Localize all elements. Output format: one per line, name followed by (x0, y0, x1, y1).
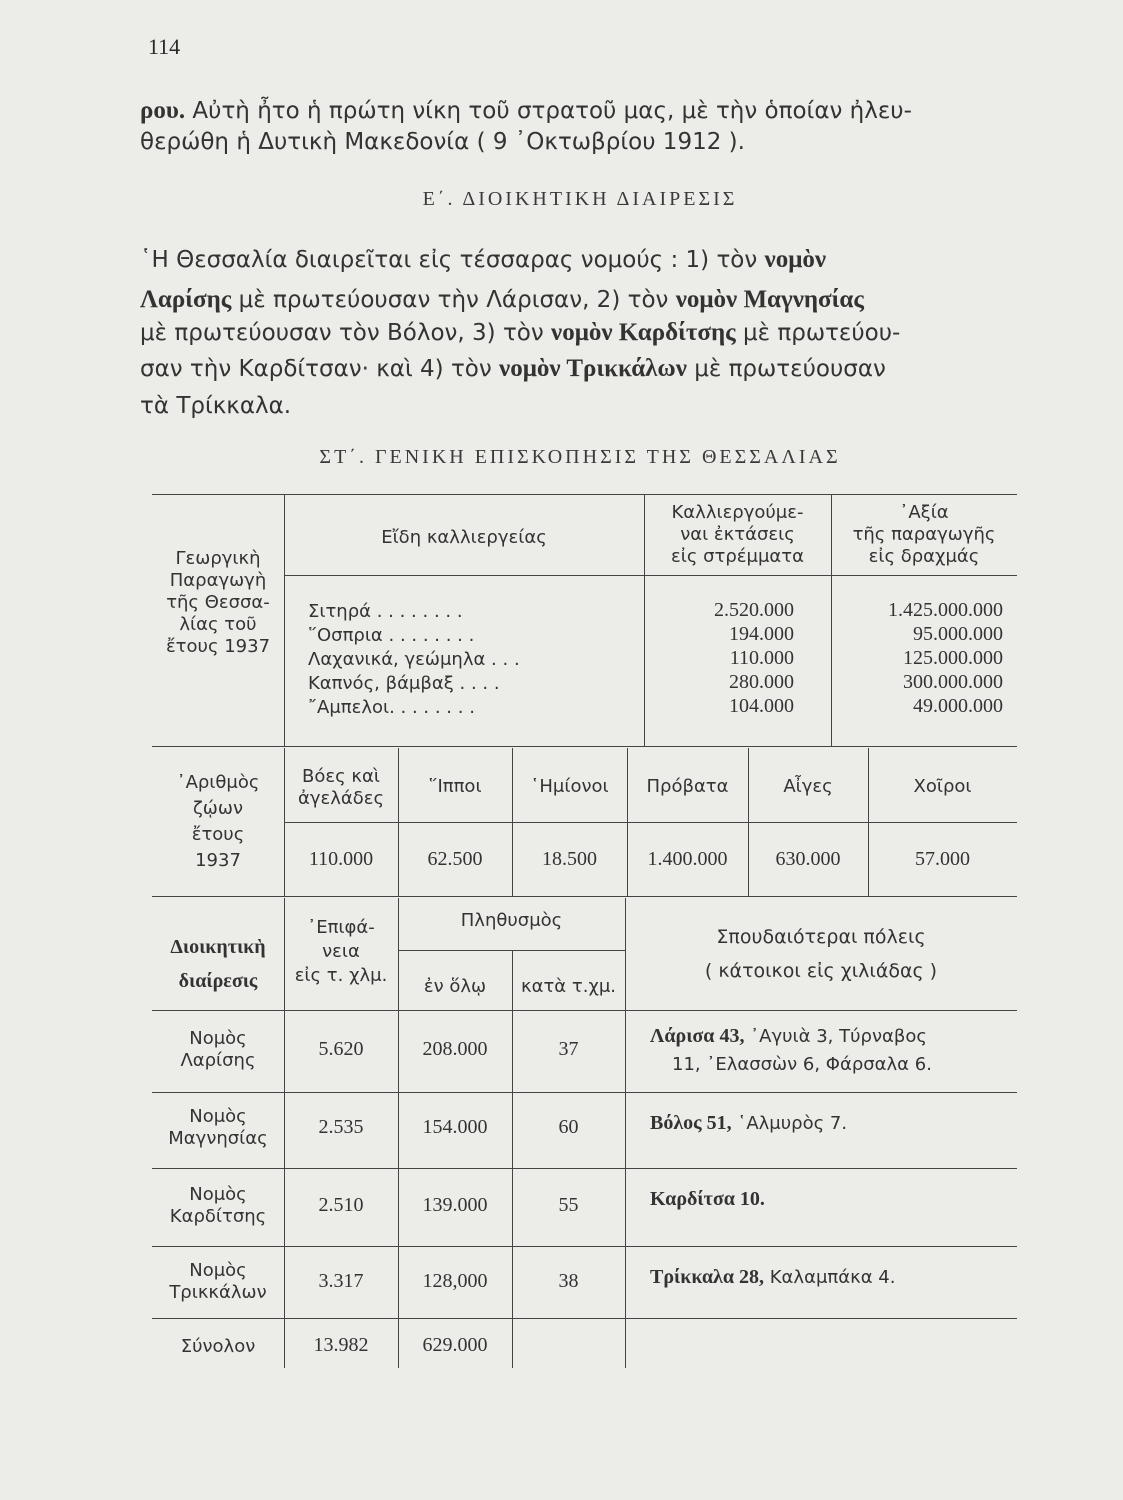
header-line: ᾿Επιφά- (307, 917, 375, 938)
text: μὲ πρωτεύουσαν τὸν Βόλον, 3) τὸν (140, 320, 552, 346)
animals-col-cattle (284, 766, 398, 810)
header-line: εἰς στρέμματα (671, 546, 804, 567)
rule (152, 746, 1017, 747)
page-number: 114 (148, 34, 181, 59)
label-line: Παραγωγὴ (169, 570, 267, 591)
admin-row-cities (650, 1022, 1010, 1079)
crop-name: Σιτηρά . . . . . . . . (308, 601, 463, 622)
header-line: Βόες καὶ (302, 766, 380, 787)
header-line: διαίρεσις (178, 970, 258, 992)
animals-mules-value: 18.500 (542, 848, 597, 870)
bold-text: νομὸν Μαγνησίας (675, 286, 864, 313)
section-e-line-1 (140, 245, 1020, 275)
name-line: Μαγνησίας (168, 1128, 268, 1149)
admin-row-area: 2.510 (318, 1194, 364, 1216)
rule (152, 494, 1017, 495)
intro-bold: ρου. (140, 97, 186, 124)
label-line: ζῴων (193, 798, 243, 819)
intro-line-1 (140, 96, 1020, 126)
admin-col-cities (625, 920, 1017, 988)
other-cities: ῾Αλμυρὸς 7. (731, 1113, 848, 1134)
admin-row-name (152, 1028, 284, 1072)
label-line: λίας τοῦ (179, 614, 257, 635)
agri-crop-list (308, 600, 638, 720)
header-line: Διοικητικὴ (170, 936, 266, 958)
section-e-title: Ε΄. ΔΙΟΙΚΗΤΙΚΗ ΔΙΑΙΡΕΣΙΣ (422, 188, 738, 210)
header-line: τῆς παραγωγῆς (852, 524, 996, 545)
text: μὲ πρωτεύου- (735, 320, 901, 346)
admin-row-cities (650, 1266, 1010, 1289)
other-cities: Καλαμπάκα 4. (764, 1267, 896, 1288)
animals-pigs-value: 57.000 (915, 848, 970, 870)
rule (284, 575, 1017, 576)
text: μὲ πρωτεύουσαν τὴν Λάρισαν, 2) τὸν (231, 287, 676, 313)
area-value: 194.000 (729, 623, 794, 645)
animals-col-pigs: Χοῖροι (913, 776, 972, 797)
bold-text: νομὸν Καρδίτσης (551, 319, 736, 346)
production-value: 300.000.000 (903, 671, 1003, 693)
animals-sheep-value: 1.400.000 (647, 848, 728, 870)
agri-area-list (644, 598, 794, 718)
admin-row-cities (650, 1188, 1010, 1211)
admin-row-density: 55 (558, 1194, 579, 1216)
label-line: τῆς Θεσσα- (166, 592, 270, 613)
bold-text: νομὸν Τρικκάλων (499, 355, 687, 382)
label-line: ἔτους 1937 (165, 636, 271, 657)
header-line: ( κάτοικοι εἰς χιλιάδας ) (704, 960, 938, 982)
agri-col-crops: Εἴδη καλλιεργείας (381, 527, 547, 548)
name-line: Νομὸς (189, 1028, 247, 1049)
name-line: Νομὸς (189, 1184, 247, 1205)
other-cities: ᾿Αγυιὰ 3, Τύρναβος (744, 1026, 927, 1047)
text: ῾Η Θεσσαλία διαιρεῖται εἰς τέσσαρας νομούς : 1) τὸν (140, 247, 765, 273)
rule (152, 1246, 1017, 1247)
header-line: Σπουδαιότεραι πόλεις (716, 926, 926, 948)
rule (152, 896, 1017, 897)
admin-corner-header (152, 930, 284, 998)
admin-row-density: 60 (558, 1116, 579, 1138)
header-line: ναι ἐκτάσεις (680, 524, 795, 545)
rule (152, 1092, 1017, 1093)
name-line: Νομὸς (189, 1106, 247, 1127)
area-value: 280.000 (729, 671, 794, 693)
admin-total-pop: 629.000 (422, 1334, 488, 1356)
production-value: 95.000.000 (913, 623, 1003, 645)
rule (512, 950, 513, 1368)
intro-text: Αὐτὴ ἦτο ἡ πρώτη νίκη τοῦ στρατοῦ μας, μὲ τὴν ὁποίαν ἠλευ- (185, 98, 912, 124)
admin-total-label: Σύνολον (180, 1336, 256, 1357)
name-line: Καρδίτσης (169, 1206, 267, 1227)
agri-col-value (831, 502, 1017, 568)
text: σαν τὴν Καρδίτσαν· καὶ 4) τὸν (140, 356, 500, 382)
header-line: Καλλιεργούμε- (671, 502, 804, 523)
capital-city: Καρδίτσα 10. (650, 1188, 765, 1210)
admin-row-name (152, 1260, 284, 1304)
header-line: ἀγελάδες (297, 788, 385, 809)
crop-name: ῞Οσπρια . . . . . . . . (308, 625, 475, 646)
section-e-line-4 (140, 354, 1020, 384)
label-line: ᾿Αριθμὸς (176, 772, 260, 793)
rule (284, 822, 1017, 823)
label-line: Γεωργικὴ (175, 548, 261, 569)
crop-name: Καπνός, βάμβαξ . . . . (308, 673, 500, 694)
admin-col-pop-total: ἐν ὅλῳ (423, 976, 487, 997)
section-e-line-3 (140, 318, 1020, 348)
animals-goats-value: 630.000 (775, 848, 841, 870)
admin-total-area: 13.982 (313, 1334, 369, 1356)
capital-city: Λάρισα 43, (650, 1025, 745, 1047)
admin-row-density: 38 (558, 1270, 579, 1292)
agri-value-list (831, 598, 1003, 718)
capital-city: Τρίκκαλα 28, (650, 1266, 765, 1288)
admin-row-pop: 154.000 (422, 1116, 488, 1138)
admin-row-area: 5.620 (318, 1038, 364, 1060)
header-line: εἰς τ. χλμ. (294, 965, 388, 986)
label-line: ἔτους (191, 824, 245, 845)
area-value: 110.000 (729, 647, 794, 669)
agri-row-label (152, 548, 284, 658)
bold-text: νομὸν (764, 246, 827, 273)
rule (152, 1168, 1017, 1169)
other-cities: 11, ᾿Ελασσὼν 6, Φάρσαλα 6. (672, 1054, 932, 1075)
admin-row-density: 37 (558, 1038, 579, 1060)
admin-row-area: 3.317 (318, 1270, 364, 1292)
name-line: Τρικκάλων (169, 1282, 267, 1303)
animals-row-label (152, 770, 284, 874)
admin-col-population: Πληθυσμὸς (460, 910, 563, 931)
animals-col-goats: Αἶγες (783, 776, 833, 797)
intro-line-2: θερώθη ἡ Δυτικὴ Μακεδονία ( 9 ᾿Οκτωβρίου 1912 ). (140, 129, 745, 155)
name-line: Λαρίσης (180, 1050, 256, 1071)
area-value: 2.520.000 (714, 599, 794, 621)
rule (152, 1318, 1017, 1319)
header-line: εἰς δραχμάς (868, 546, 980, 567)
admin-row-cities (650, 1112, 1010, 1135)
capital-city: Βόλος 51, (650, 1112, 732, 1134)
animals-horses-value: 62.500 (427, 848, 483, 870)
agri-col-area (644, 502, 831, 568)
area-value: 104.000 (729, 695, 794, 717)
header-line: νεια (322, 941, 360, 962)
production-value: 125.000.000 (903, 647, 1003, 669)
rule (152, 1010, 1017, 1011)
production-value: 49.000.000 (913, 695, 1003, 717)
rule (398, 950, 625, 951)
admin-col-area (284, 916, 398, 988)
animals-col-horses: ῞Ιπποι (428, 776, 482, 797)
animals-col-mules: ῾Ημίονοι (530, 776, 609, 797)
admin-row-area: 2.535 (318, 1116, 364, 1138)
animals-cattle-value: 110.000 (308, 848, 374, 870)
admin-row-name (152, 1106, 284, 1150)
section-e-line-2 (140, 285, 1020, 315)
production-value: 1.425.000.000 (888, 599, 1003, 621)
text: μὲ πρωτεύουσαν (686, 356, 886, 382)
section-e-line-5: τὰ Τρίκκαλα. (140, 393, 292, 419)
name-line: Νομὸς (189, 1260, 247, 1281)
crop-name: ῎Αμπελοι. . . . . . . . (308, 697, 475, 718)
label-line: 1937 (195, 850, 241, 871)
header-line: ᾿Αξία (899, 502, 949, 523)
admin-row-pop: 139.000 (422, 1194, 488, 1216)
animals-col-sheep: Πρόβατα (646, 776, 729, 797)
bold-text: Λαρίσης (140, 286, 232, 313)
section-st-title: ΣΤ΄. ΓΕΝΙΚΗ ΕΠΙΣΚΟΠΗΣΙΣ ΤΗΣ ΘΕΣΣΑΛΙΑΣ (319, 446, 841, 468)
crop-name: Λαχανικά, γεώμηλα . . . (308, 649, 520, 670)
admin-row-pop: 208.000 (422, 1038, 488, 1060)
admin-row-pop: 128,000 (422, 1270, 488, 1292)
admin-row-name (152, 1184, 284, 1228)
admin-col-pop-density: κατὰ τ.χμ. (520, 976, 617, 997)
